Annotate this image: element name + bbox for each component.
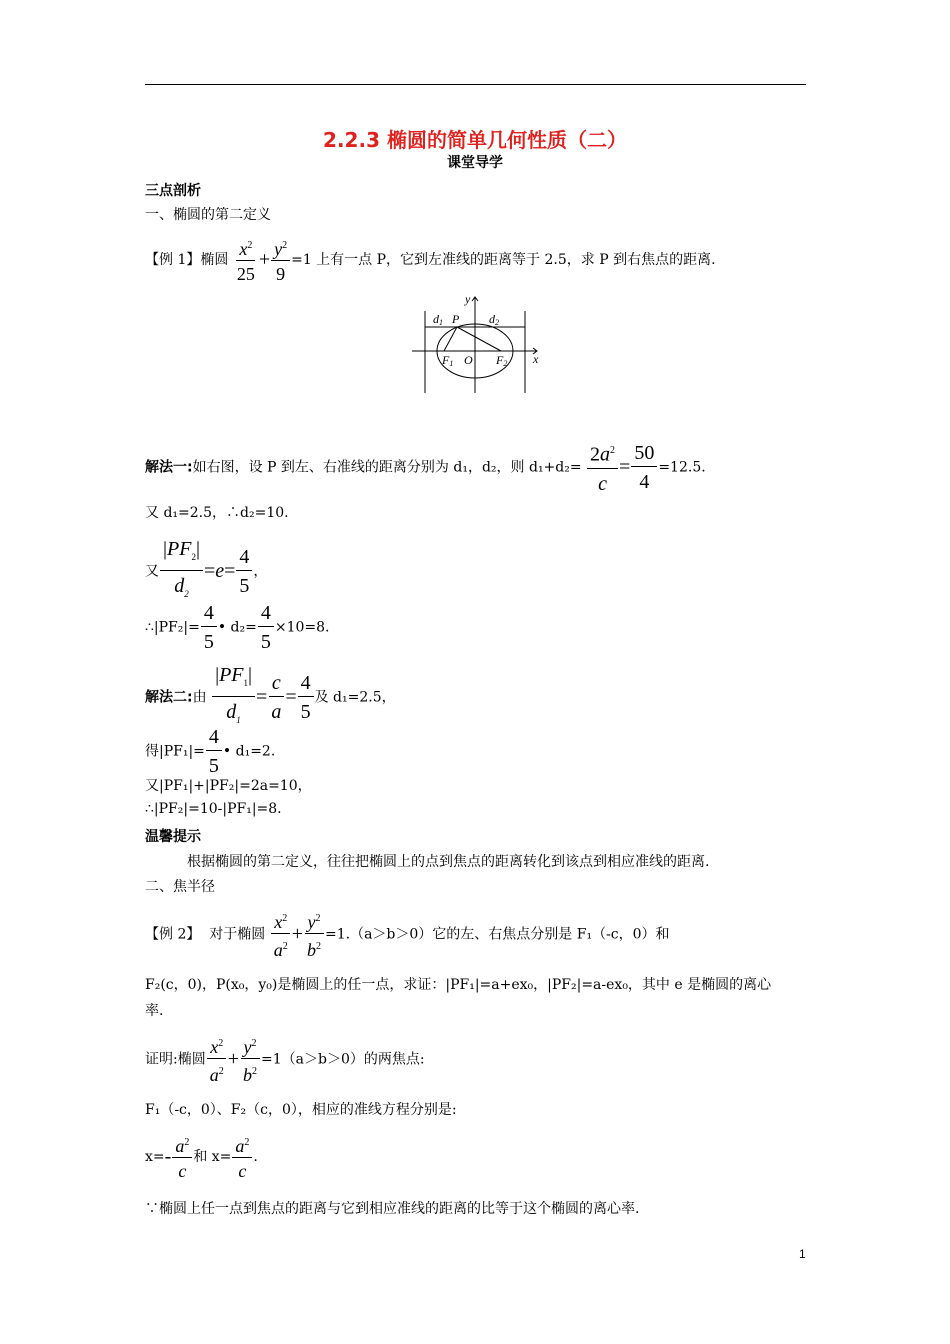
pf2-segment <box>457 327 501 351</box>
fraction: $\frac{y^2}{b^2}$ <box>240 1033 260 1086</box>
solution-2-line-3: 又|PF₁|+|PF₂|=2a=10， <box>145 778 312 794</box>
label-d1: d1 <box>433 312 443 327</box>
proof-line-3: x=- $\frac{a^2}{c}$ 和 x= $\frac{a^2}{c}$ . <box>145 1132 258 1182</box>
fraction: $\frac{y^2}{b^2}$ <box>304 908 324 961</box>
fraction: $\frac{4}{5}$ <box>258 600 274 655</box>
label-F2: F2 <box>496 353 508 368</box>
solution-label: 解法二: <box>145 689 193 706</box>
fraction: $\frac{|PF_1|}{d_1}$ <box>212 662 255 733</box>
solution-2-line-1: 解法二:由 $\frac{|PF_1|}{d_1}$ = $\frac{c}{a}$ = $\frac{4}{5}$ 及 d₁=2.5， <box>145 662 396 733</box>
example-2: 【例 2】 对于椭圆 $\frac{x^2}{a^2}$ + $\frac{y^2}{b^2}$ =1.（a＞b＞0）它的左、右焦点分别是 F₁（-c，0）和 <box>145 908 670 961</box>
fraction: $\frac{50}{4}$ <box>631 440 657 495</box>
solution-1-line-2: 又 d₁=2.5，∴d₂=10. <box>145 505 289 521</box>
example-2-line-3: 率. <box>145 1003 164 1019</box>
label-O: O <box>464 353 473 367</box>
page-subtitle: 课堂导学 <box>447 155 503 171</box>
tip-heading: 温馨提示 <box>145 829 201 845</box>
solution-1-line-3: 又 $\frac{|PF_2|}{d_2}$ =e= $\frac{4}{5}$ ， <box>145 536 267 607</box>
fraction: $\frac{4}{5}$ <box>206 724 222 779</box>
label-d2: d2 <box>489 312 499 327</box>
solution-1-line-1: 解法一:如右图，设 P 到左、右准线的距离分别为 d₁，d₂，则 d₁+d₂= $\frac{2a^2}{c}$ = $\frac{50}{4}$ =12.5. <box>145 438 706 497</box>
header-rule <box>145 84 806 85</box>
fraction: $\frac{c}{a}$ <box>268 670 284 725</box>
fraction: $\frac{x^2}{a^2}$ <box>207 1033 227 1086</box>
page-number: 1 <box>799 1247 806 1261</box>
subsection-heading: 一、椭圆的第二定义 <box>145 207 271 223</box>
fraction: $\frac{4}{5}$ <box>298 670 314 725</box>
fraction: $\frac{x^2}{25}$ <box>234 235 258 285</box>
proof-line-1: 证明:椭圆 $\frac{x^2}{a^2}$ + $\frac{y^2}{b^2}$ =1（a＞b＞0）的两焦点: <box>145 1033 425 1086</box>
solution-2-line-2: 得|PF₁|= $\frac{4}{5}$ • d₁=2. <box>145 726 276 777</box>
label-x: x <box>533 352 539 366</box>
fraction: $\frac{a^2}{c}$ <box>172 1132 192 1182</box>
example-label: 【例 1】 <box>145 252 201 268</box>
label-P: P <box>452 312 460 326</box>
fraction: $\frac{4}{5}$ <box>236 544 252 599</box>
solution-2-line-4: ∴|PF₂|=10-|PF₁|=8. <box>145 801 282 817</box>
solution-1-line-4: ∴|PF₂|= $\frac{4}{5}$ • d₂= $\frac{4}{5}$ ×10=8. <box>145 602 330 653</box>
example-1: 【例 1】椭圆 $\frac{x^2}{25}$ + $\frac{y^2}{9}$ =1 上有一点 P，它到左准线的距离等于 2.5，求 P 到右焦点的距离. <box>145 235 716 285</box>
fraction: $\frac{a^2}{c}$ <box>232 1132 252 1182</box>
example-text: =1 上有一点 P，它到左准线的距离等于 2.5，求 P 到右焦点的距离. <box>291 252 716 268</box>
label-F1: F1 <box>442 353 454 368</box>
fraction: $\frac{y^2}{9}$ <box>271 235 290 285</box>
example-label: 【例 2】 <box>145 926 201 943</box>
fraction: $\frac{4}{5}$ <box>201 600 217 655</box>
proof-line-4: ∵椭圆上任一点到焦点的距离与它到相应准线的距离的比等于这个椭圆的离心率. <box>145 1201 640 1217</box>
subsection-heading: 二、焦半径 <box>145 879 215 895</box>
fraction: $\frac{2a^2}{c}$ <box>587 438 618 497</box>
tip-text: 根据椭圆的第二定义，往往把椭圆上的点到焦点的距离转化到该点到相应准线的距离. <box>187 854 710 870</box>
fraction: $\frac{x^2}{a^2}$ <box>271 908 291 961</box>
example-text: 椭圆 <box>200 252 229 268</box>
solution-label: 解法一: <box>145 459 193 476</box>
fraction: $\frac{|PF_2|}{d_2}$ <box>160 536 203 607</box>
page-title: 2.2.3 椭圆的简单几何性质（二） <box>323 128 627 152</box>
proof-line-2: F₁（-c，0）、F₂（c，0），相应的准线方程分别是: <box>145 1102 457 1118</box>
ellipse-figure <box>409 293 544 398</box>
section-heading: 三点剖析 <box>145 183 201 199</box>
label-y: y <box>465 293 471 306</box>
example-2-line-2: F₂(c，0)，P(x₀，y₀)是椭圆上的任一点，求证：|PF₁|=a+ex₀，|PF₂|=a-ex₀，其中 e 是椭圆的离心 <box>145 977 772 993</box>
